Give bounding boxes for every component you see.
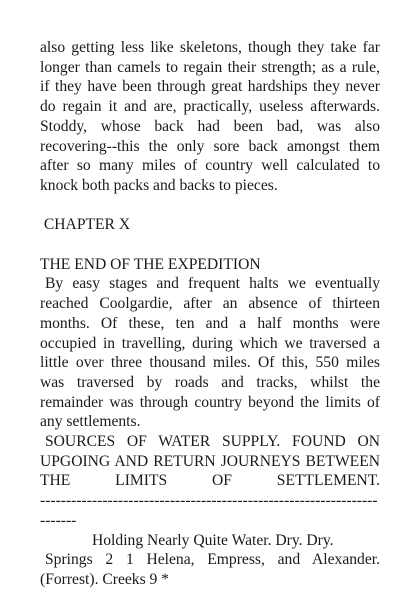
table-column-headers: Holding Nearly Quite Water. Dry. Dry.: [92, 531, 334, 549]
opening-paragraph: also getting less like skeletons, though they take far longer than camels to regain their strength; as a rule, if they have been through great hardships they never do regain it and are, practically, useless afterwards. Stoddy, whose back had been bad, was also recovering--this the only sore back amongst them after so many miles of country well calculated to knock both packs and backs to pieces.: [40, 39, 380, 194]
document-page: [40, 38, 380, 590]
table-row-springs: Springs 2 1 Helena, Empress, and Alexander. (Forrest). Creeks 9 *: [40, 551, 380, 588]
table-dash-rule: ------------------------------------------------------------------------: [40, 492, 378, 529]
chapter-title: THE END OF THE EXPEDITION: [40, 255, 261, 273]
chapter-label: CHAPTER X: [40, 216, 131, 234]
spacer: [40, 235, 380, 255]
spacer: [40, 196, 380, 216]
expedition-end-paragraph: By easy stages and frequent halts we eventually reached Coolgardie, after an absence of thirteen months. Of these, ten and a half months were occupied in travelling, during which we traversed a little over three thousand miles. Of this, 550 miles was traversed by roads and tracks, whilst the remainder was through country beyond the limits of any settlements.: [40, 275, 380, 431]
water-supply-table-heading: SOURCES OF WATER SUPPLY. FOUND ON UPGOING AND RETURN JOURNEYS BETWEEN THE LIMITS OF SETTLEMENT.: [40, 433, 380, 490]
